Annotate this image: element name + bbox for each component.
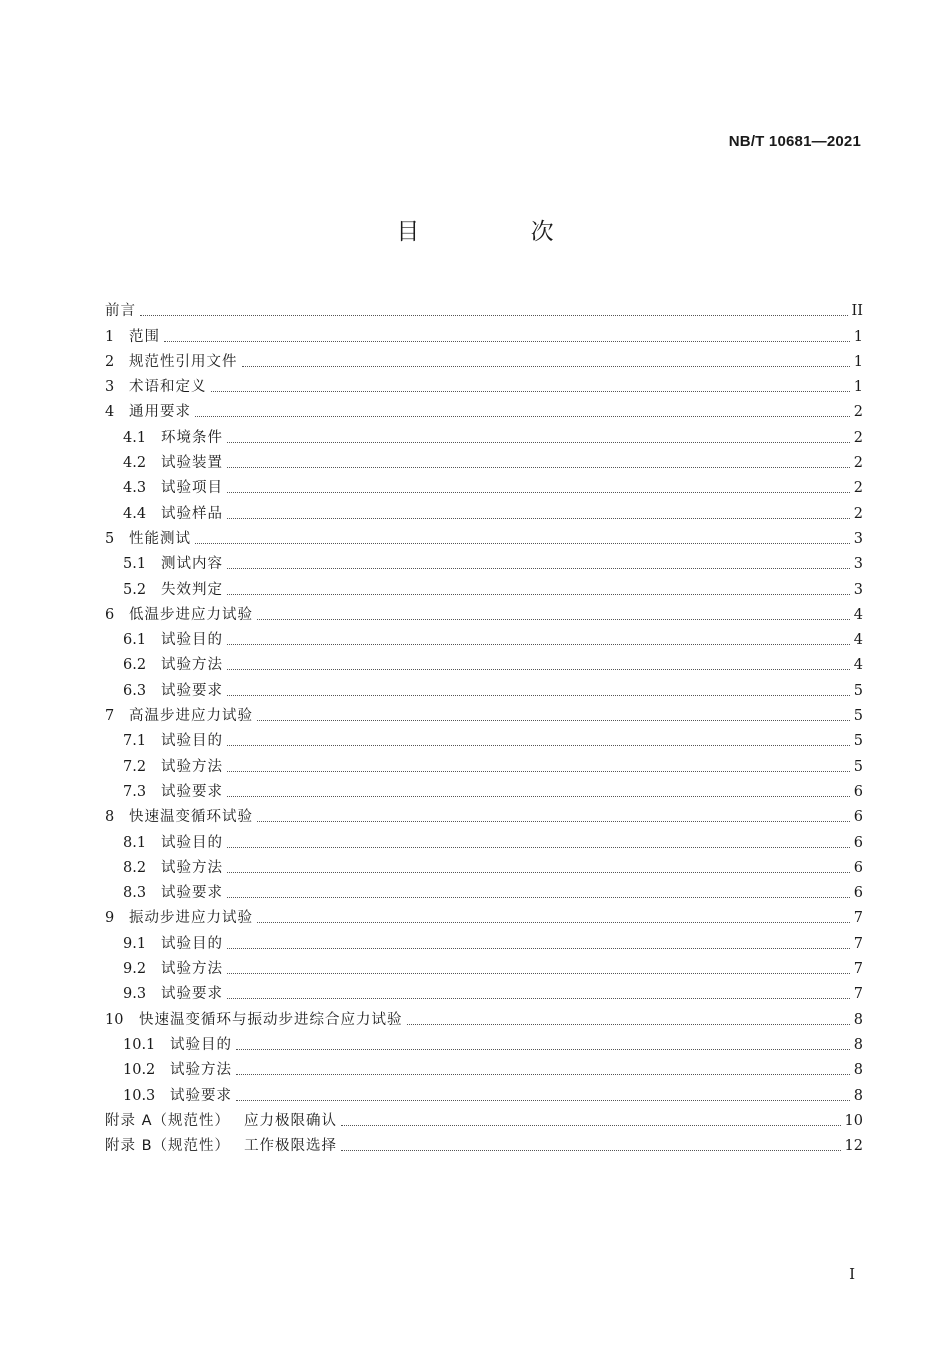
toc-entry-page: 6 <box>853 834 863 851</box>
toc-entry[interactable] <box>105 726 863 751</box>
page-title: 目 次 <box>396 219 606 245</box>
dot-leader <box>227 491 850 493</box>
dot-leader <box>140 314 848 316</box>
dot-leader <box>242 365 850 367</box>
toc-entry-number: 3 <box>105 379 115 396</box>
toc-entry-label: 应力极限确认 <box>244 1112 338 1129</box>
toc-entry-label: 前言 <box>105 303 136 320</box>
dot-leader <box>227 517 850 519</box>
dot-leader <box>195 542 850 544</box>
toc-entry-page: 1 <box>853 328 863 345</box>
toc-entry-number: 附录 B（规范性） <box>105 1138 231 1155</box>
toc-entry-label: 试验方法 <box>170 1062 232 1079</box>
dot-leader <box>341 1149 840 1151</box>
toc-entry-label: 性能测试 <box>129 530 191 547</box>
toc-entry-label: 试验装置 <box>161 455 223 472</box>
dot-leader <box>211 390 850 392</box>
toc-entry[interactable] <box>105 878 863 903</box>
toc-entry-page: 5 <box>853 682 863 699</box>
toc-entry-page: 10 <box>844 1112 863 1129</box>
toc-entry-page: 2 <box>853 505 863 522</box>
toc-entry-label: 试验目的 <box>161 733 223 750</box>
dot-leader <box>257 719 850 721</box>
dot-leader <box>227 846 850 848</box>
page-number: I <box>849 1265 855 1283</box>
toc-entry-page: 6 <box>853 885 863 902</box>
toc-entry[interactable] <box>105 498 863 523</box>
dot-leader <box>227 694 850 696</box>
toc-entry-number: 7 <box>105 708 115 725</box>
toc-entry-label: 环境条件 <box>161 429 223 446</box>
toc-entry[interactable] <box>105 422 863 447</box>
toc-entry-number: 10.3 <box>123 1087 156 1104</box>
toc-entry-label: 振动步进应力试验 <box>129 910 253 927</box>
toc-entry-label: 试验目的 <box>161 935 223 952</box>
toc-entry-page: 6 <box>853 809 863 826</box>
toc-entry-number: 4.1 <box>123 429 147 446</box>
toc-entry-label: 试验要求 <box>161 682 223 699</box>
dot-leader <box>227 567 850 569</box>
dot-leader <box>227 643 850 645</box>
table-of-contents <box>105 296 863 1156</box>
toc-entry-label: 低温步进应力试验 <box>129 606 253 623</box>
toc-entry-number: 5.2 <box>123 581 147 598</box>
toc-entry-label: 快速温变循环试验 <box>129 809 253 826</box>
toc-entry[interactable] <box>105 296 863 321</box>
toc-entry-label: 试验项目 <box>161 480 223 497</box>
toc-entry[interactable] <box>105 650 863 675</box>
toc-entry-page: 8 <box>853 1011 863 1028</box>
toc-entry[interactable] <box>105 777 863 802</box>
toc-entry-page: 8 <box>853 1036 863 1053</box>
dot-leader <box>227 593 850 595</box>
toc-entry-number: 6.1 <box>123 632 147 649</box>
toc-entry-label: 试验样品 <box>161 505 223 522</box>
toc-entry-page: 3 <box>853 556 863 573</box>
toc-entry-label: 试验要求 <box>170 1087 232 1104</box>
toc-entry-page: 5 <box>853 708 863 725</box>
toc-entry-number: 4.4 <box>123 505 147 522</box>
toc-entry[interactable] <box>105 574 863 599</box>
toc-entry[interactable] <box>105 1131 863 1156</box>
toc-entry-number: 6 <box>105 606 115 623</box>
toc-entry-number: 9.1 <box>123 935 147 952</box>
toc-entry-number: 10 <box>105 1011 124 1028</box>
toc-entry[interactable] <box>105 751 863 776</box>
toc-entry-page: 7 <box>853 961 863 978</box>
toc-entry[interactable] <box>105 397 863 422</box>
dot-leader <box>227 744 850 746</box>
toc-entry[interactable] <box>105 1080 863 1105</box>
toc-entry[interactable] <box>105 853 863 878</box>
toc-entry-label: 规范性引用文件 <box>129 353 238 370</box>
toc-entry-number: 7.2 <box>123 758 147 775</box>
toc-entry-number: 1 <box>105 328 115 345</box>
toc-entry-number: 10.2 <box>123 1062 156 1079</box>
toc-entry-label: 试验方法 <box>161 758 223 775</box>
toc-entry-label: 高温步进应力试验 <box>129 708 253 725</box>
dot-leader <box>227 770 850 772</box>
dot-leader <box>227 997 850 999</box>
toc-entry-page: 8 <box>853 1062 863 1079</box>
toc-entry-number: 附录 A（规范性） <box>105 1112 231 1129</box>
toc-entry[interactable] <box>105 1004 863 1029</box>
toc-entry-label: 失效判定 <box>161 581 223 598</box>
toc-entry[interactable] <box>105 675 863 700</box>
toc-entry-number: 4.2 <box>123 455 147 472</box>
toc-entry-page: 3 <box>853 581 863 598</box>
toc-entry[interactable] <box>105 979 863 1004</box>
toc-entry-number: 5.1 <box>123 556 147 573</box>
dot-leader <box>227 972 850 974</box>
toc-entry-number: 8 <box>105 809 115 826</box>
toc-entry-number: 8.2 <box>123 859 147 876</box>
toc-entry[interactable] <box>105 625 863 650</box>
toc-entry[interactable] <box>105 903 863 928</box>
toc-entry[interactable] <box>105 600 863 625</box>
toc-entry[interactable] <box>105 1055 863 1080</box>
dot-leader <box>227 947 850 949</box>
toc-entry-page: 7 <box>853 986 863 1003</box>
toc-entry[interactable] <box>105 701 863 726</box>
toc-entry-label: 试验目的 <box>170 1036 232 1053</box>
toc-entry-label: 试验目的 <box>161 632 223 649</box>
dot-leader <box>236 1099 850 1101</box>
toc-entry-page: 3 <box>853 530 863 547</box>
dot-leader <box>227 871 850 873</box>
toc-entry[interactable] <box>105 524 863 549</box>
toc-entry-label: 试验方法 <box>161 657 223 674</box>
dot-leader <box>227 441 850 443</box>
toc-entry-number: 4.3 <box>123 480 147 497</box>
toc-entry-label: 试验要求 <box>161 986 223 1003</box>
toc-entry-page: 8 <box>853 1087 863 1104</box>
toc-entry[interactable] <box>105 347 863 372</box>
standard-number: NB/T 10681—2021 <box>728 133 861 150</box>
toc-entry-label: 试验方法 <box>161 859 223 876</box>
dot-leader <box>257 921 850 923</box>
toc-entry-page: 7 <box>853 935 863 952</box>
toc-entry-number: 8.3 <box>123 885 147 902</box>
toc-entry-number: 8.1 <box>123 834 147 851</box>
toc-entry-label: 术语和定义 <box>129 379 207 396</box>
dot-leader <box>236 1073 850 1075</box>
toc-entry-page: 6 <box>853 859 863 876</box>
toc-entry[interactable] <box>105 549 863 574</box>
toc-entry-number: 9.3 <box>123 986 147 1003</box>
toc-entry-page: 5 <box>853 758 863 775</box>
toc-entry-label: 试验方法 <box>161 961 223 978</box>
toc-entry-page: 1 <box>853 353 863 370</box>
dot-leader <box>227 795 850 797</box>
toc-entry-number: 2 <box>105 353 115 370</box>
toc-entry-page: 6 <box>853 783 863 800</box>
toc-entry-label: 快速温变循环与振动步进综合应力试验 <box>139 1011 403 1028</box>
toc-entry[interactable] <box>105 802 863 827</box>
toc-entry-number: 6.2 <box>123 657 147 674</box>
toc-entry-label: 试验目的 <box>161 834 223 851</box>
dot-leader <box>407 1023 850 1025</box>
dot-leader <box>257 618 850 620</box>
dot-leader <box>227 466 850 468</box>
toc-entry-page: 7 <box>853 910 863 927</box>
toc-entry-number: 6.3 <box>123 682 147 699</box>
dot-leader <box>341 1124 841 1126</box>
toc-entry-page: 2 <box>853 455 863 472</box>
toc-entry[interactable] <box>105 321 863 346</box>
dot-leader <box>227 896 850 898</box>
toc-entry-page: 4 <box>853 657 863 674</box>
toc-entry-label: 工作极限选择 <box>244 1138 338 1155</box>
dot-leader <box>227 668 850 670</box>
toc-entry-number: 5 <box>105 530 115 547</box>
toc-entry-page: 2 <box>853 429 863 446</box>
toc-entry[interactable] <box>105 954 863 979</box>
toc-entry-page: 2 <box>853 480 863 497</box>
toc-entry-page: 4 <box>853 606 863 623</box>
toc-entry-number: 7.1 <box>123 733 147 750</box>
toc-entry-page: 12 <box>844 1138 863 1155</box>
toc-entry-page: 1 <box>853 379 863 396</box>
dot-leader <box>195 415 850 417</box>
toc-entry-page: 5 <box>853 733 863 750</box>
dot-leader <box>257 820 850 822</box>
toc-entry[interactable] <box>105 372 863 397</box>
toc-entry[interactable] <box>105 928 863 953</box>
toc-entry-label: 通用要求 <box>129 404 191 421</box>
toc-entry[interactable] <box>105 448 863 473</box>
toc-entry[interactable] <box>105 473 863 498</box>
toc-entry-page: II <box>851 303 863 320</box>
toc-entry-page: 4 <box>853 632 863 649</box>
toc-entry-number: 10.1 <box>123 1036 156 1053</box>
toc-entry-page: 2 <box>853 404 863 421</box>
dot-leader <box>164 340 850 342</box>
toc-entry-label: 测试内容 <box>161 556 223 573</box>
dot-leader <box>236 1048 850 1050</box>
toc-entry[interactable] <box>105 1106 863 1131</box>
toc-entry-number: 9.2 <box>123 961 147 978</box>
toc-entry-number: 7.3 <box>123 783 147 800</box>
toc-entry[interactable] <box>105 827 863 852</box>
toc-entry-label: 试验要求 <box>161 783 223 800</box>
toc-entry-number: 4 <box>105 404 115 421</box>
toc-entry-label: 范围 <box>129 328 160 345</box>
toc-entry[interactable] <box>105 1030 863 1055</box>
toc-entry-number: 9 <box>105 910 115 927</box>
toc-entry-label: 试验要求 <box>161 885 223 902</box>
